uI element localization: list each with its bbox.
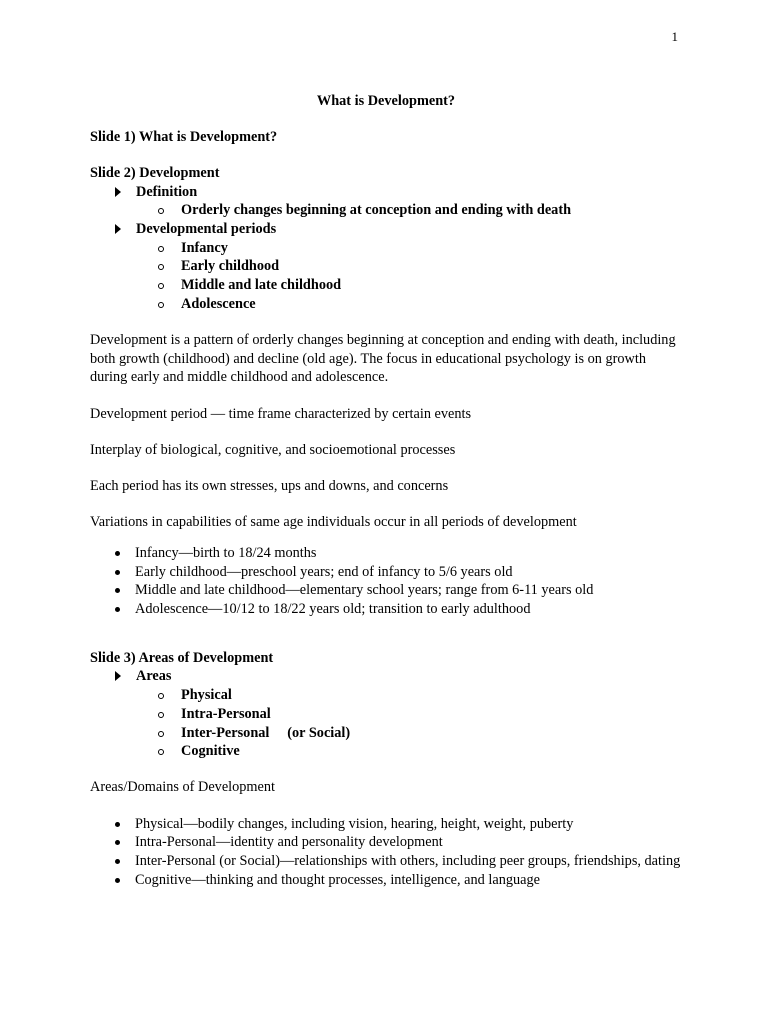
sub-item: Early childhood — [90, 257, 682, 276]
paragraph-interplay: Interplay of biological, cognitive, and socioemotional processes — [90, 441, 456, 458]
slide1-heading: Slide 1) What is Development? — [90, 128, 278, 145]
list-item: Intra-Personal—identity and personality development — [90, 833, 682, 852]
sub-item: Physical — [90, 686, 682, 705]
list-item: Cognitive—thinking and thought processes, intelligence, and language — [90, 871, 682, 890]
circle-bullet-icon — [158, 264, 164, 270]
areas-heading: Areas/Domains of Development — [90, 779, 276, 796]
paragraph-variations: Variations in capabilities of same age individuals occur in all periods of development — [90, 514, 577, 531]
document-body — [90, 92, 682, 890]
list-item: Inter-Personal (or Social)—relationships with others, including peer groups, friendships, dating — [90, 852, 682, 871]
bullet-dot-icon — [115, 551, 120, 556]
arrow-item-areas: Areas — [90, 667, 682, 686]
bullet-dot-icon — [115, 878, 120, 883]
sub-item: Adolescence — [90, 295, 682, 314]
arrow-bullet-icon — [115, 671, 121, 681]
bullet-dot-icon — [115, 607, 120, 612]
bullet-dot-icon — [115, 588, 120, 593]
arrow-item-developmental-periods: Developmental periods — [90, 220, 682, 239]
list-item: Physical—bodily changes, including vision, hearing, height, weight, puberty — [90, 815, 682, 834]
arrow-bullet-icon — [115, 224, 121, 234]
bullet-dot-icon — [115, 859, 120, 864]
page-number: 1 — [671, 29, 678, 44]
circle-bullet-icon — [158, 283, 164, 289]
list-item: Infancy—birth to 18/24 months — [90, 544, 682, 563]
circle-bullet-icon — [158, 302, 164, 308]
circle-bullet-icon — [158, 208, 164, 214]
circle-bullet-icon — [158, 246, 164, 252]
list-item: Early childhood—preschool years; end of infancy to 5/6 years old — [90, 563, 682, 582]
areas-list — [90, 815, 682, 890]
list-item: Adolescence—10/12 to 18/22 years old; transition to early adulthood — [90, 600, 682, 619]
circle-bullet-icon — [158, 731, 164, 737]
circle-bullet-icon — [158, 749, 164, 755]
slide3-heading: Slide 3) Areas of Development — [90, 649, 274, 666]
circle-bullet-icon — [158, 693, 164, 699]
paragraph-development: Development is a pattern of orderly changes beginning at conception and ending with death, including both growth (childhood) and decline (old age). The focus in educational psychology is on growth during early and middle childhood and adolescence. — [90, 332, 676, 386]
sub-item: Middle and late childhood — [90, 276, 682, 295]
bullet-dot-icon — [115, 570, 120, 575]
document-title: What is Development? — [316, 93, 456, 109]
sub-item: Intra-Personal — [90, 705, 682, 724]
periods-list — [90, 544, 682, 619]
sub-item: Infancy — [90, 239, 682, 258]
bullet-dot-icon — [115, 840, 120, 845]
sub-item: Orderly changes beginning at conception and ending with death — [90, 201, 682, 220]
paragraph-stresses: Each period has its own stresses, ups and downs, and concerns — [90, 478, 449, 495]
sub-item: Cognitive — [90, 742, 682, 761]
bullet-dot-icon — [115, 822, 120, 827]
arrow-bullet-icon — [115, 187, 121, 197]
list-item: Middle and late childhood—elementary school years; range from 6-11 years old — [90, 581, 682, 600]
arrow-item-definition: Definition — [90, 183, 682, 202]
slide2-heading: Slide 2) Development — [90, 164, 220, 181]
sub-item: Inter-Personal (or Social) — [90, 724, 682, 743]
circle-bullet-icon — [158, 712, 164, 718]
paragraph-period: Development period — time frame characterized by certain events — [90, 405, 472, 422]
